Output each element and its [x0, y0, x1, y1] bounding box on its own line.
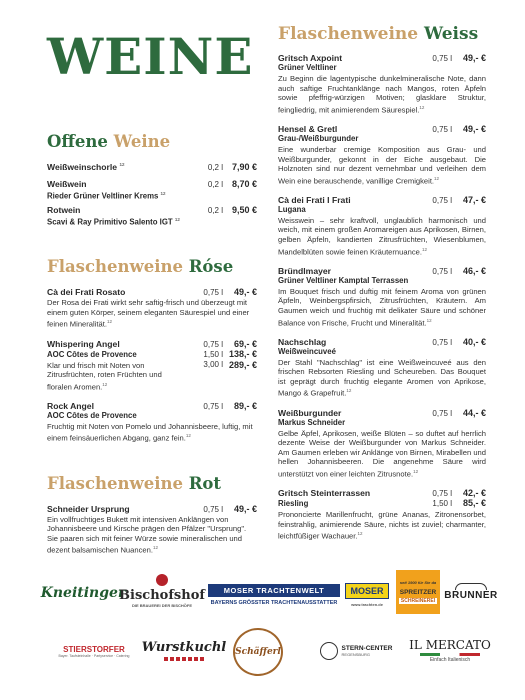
logo-stierstorfer: [55, 636, 133, 666]
wine-volume: 0,75 l: [203, 339, 223, 349]
wine-item: [47, 287, 257, 329]
logo-text: MOSER: [345, 583, 388, 599]
wine-price: 7,90 €: [231, 162, 257, 172]
wine-price: 69,- €: [233, 338, 257, 349]
logo-bischofshof: [119, 570, 205, 612]
heading-part-b: Róse: [188, 257, 234, 277]
heading-part-b: Rot: [188, 473, 222, 493]
logo-stern-center: [311, 638, 401, 664]
logo-text: STIERSTORFER: [63, 644, 125, 654]
wine-name: Cà dei Frati I Frati: [278, 194, 351, 205]
logo-subtext: Einfach Italienisch: [429, 656, 471, 663]
wine-volume: 0,75 l: [203, 401, 223, 411]
wine-volume: 0,75 l: [432, 195, 452, 205]
wine-subtitle: Weißweincuveé: [278, 346, 336, 356]
section-heading: [47, 474, 257, 494]
heading-part-b: Weiss: [424, 24, 479, 44]
wine-description: Gelbe Äpfel, Aprikosen, weiße Blüten – so duftet auf herrlich dezente Weise der Weißburgunder von Markus Schneider. Am Gaumen erleben wir Anklänge von Birnen, Mirabellen und hellen Johannisbeeren. Die angenehme Säure wird unterstützt von einer leichten Zitrusnote.$^{12}$: [278, 428, 486, 479]
wine-description: Klar und frisch mit Noten von Zitrusfrüchten, roten Früchten und floralen Aromen.$^{12}$: [47, 360, 162, 392]
wine-volume: 0,2 l: [207, 163, 223, 172]
wine-subtitle: Lugana: [278, 204, 306, 214]
wine-subtitle: Markus Schneider: [278, 417, 346, 427]
wine-volume: 0,75 l: [203, 504, 223, 514]
logo-subtext: seit 1900 für Sie da: [399, 580, 437, 585]
wine-subtitle: AOC Côtes de Provence: [47, 410, 137, 420]
wine-name: Weißwein: [47, 179, 87, 189]
wine-price: 47,- €: [462, 194, 486, 205]
wine-name: Cà dei Frati Rosato: [47, 287, 126, 298]
wine-description: Im Bouquet frisch und duftig mit feinem Aroma von grünen Äpfeln, Weinbergspfirsich, Zitrusfrüchten, Kräutern. Am Gaumen weich und fruchtig mit delikater Säure und schöner Balance von Frische, Frucht und Mineralität.$^{12}$: [278, 286, 486, 328]
wine-item: [47, 162, 257, 172]
wine-price: 40,- €: [462, 336, 486, 347]
section-heading: [278, 24, 486, 44]
left-column: [47, 28, 257, 562]
wine-item: [278, 195, 486, 257]
wine-volume: 1,50 l: [432, 499, 452, 509]
heading-part-b: Weine: [113, 132, 171, 151]
wine-item: [278, 53, 486, 115]
wine-price: 138,- €: [228, 348, 257, 359]
logo-text: Bischofshof: [119, 588, 205, 603]
wine-subtitle: Grüner Veltliner Kamptal Terrassen: [278, 275, 409, 285]
wine-name: Weißweinschorle $^{12}$: [47, 162, 125, 172]
wine-item: [47, 504, 257, 556]
section-flaschenweine-weiss: [278, 53, 486, 541]
wine-description: Der Rosa dei Frati wirkt sehr saftig-frisch und überzeugt mit einem guten Körper, seinem eleganten Säurespiel und einer feinen Mineralität.$^{12}$: [47, 298, 250, 329]
logo-il-mercato: [407, 632, 493, 668]
wine-name: Hensel & Gretl: [278, 123, 338, 134]
wine-name: Whispering Angel: [47, 338, 120, 349]
wine-name: Gritsch Steinterrassen: [278, 488, 371, 499]
wine-volume: 0,75 l: [432, 54, 452, 63]
heading-part-a: Flaschenweine: [47, 257, 183, 277]
wine-name: Rotwein: [47, 204, 81, 215]
logo-text: MOSER TRACHTENWELT: [208, 584, 340, 597]
logo-subtext: Bayer. Taufsteinhalle · Partyservice · Catering: [58, 653, 130, 658]
wine-item: [47, 179, 257, 202]
wine-name: Bründlmayer: [278, 265, 332, 276]
section-heading: [47, 132, 257, 152]
wine-price: 49,- €: [233, 503, 257, 514]
wine-name: Schneider Ursprung: [47, 503, 130, 514]
wine-item: [47, 205, 257, 228]
logo-text: Wurstkuchl: [141, 639, 227, 655]
wine-volume: 0,2 l: [207, 180, 223, 189]
logo-schaefferl: [233, 628, 283, 676]
logo-kneitinger: [40, 576, 126, 610]
wine-volume: 0,75 l: [432, 489, 452, 499]
wine-description: Zu Beginn die lagentypische dunkelmineralische Note, dann auch saftige Fruchtanklänge nach Mangos, roten Äpfeln sowie pfeffrig-würzigen Motiven; glasklare Struktur, feingliedrig, mit animierendem Säurespiel.$^{12}$: [278, 74, 486, 115]
wine-subtitle: Grüner Veltliner: [278, 63, 337, 72]
wine-description: Der Stahl "Nachschlag" ist eine Weißweincuveé aus den frischen Rebsorten Riesling und Scheureben. Das Bouquet ist geprägt durch fruchtig elegante Aromen von Aprikose, Mango & Grapefruit.$^{12}$: [278, 357, 486, 398]
logo-subtext: BAYERNS GRÖSSTER TRACHTENAUSSTATTER: [210, 600, 338, 606]
wine-item: [278, 124, 486, 186]
heading-part-a: Offene: [47, 132, 108, 151]
heading-part-a: Flaschenweine: [47, 473, 183, 493]
heading-part-a: Flaschenweine: [278, 24, 419, 44]
wine-subtitle: Grau-/Weißburgunder: [278, 133, 359, 143]
logo-text: STERN-CENTER: [341, 645, 393, 652]
wine-description: Ein vollfruchtiges Bukett mit intensiven Anklängen von Johannisbeere und Kirsche prägen den Pfälzer "Ursprung". Sie paaren sich mit feiner Würze sowie mineralischen und dezent balsamischen Nuancen.$^{12}$: [47, 514, 247, 555]
arc-icon: [455, 583, 487, 590]
wine-item: [47, 339, 257, 392]
wine-description: Eine wunderbar cremige Komposition aus Grau- und Weißburgunder, gekonnt in der Eiche ausgebaut. Die Holznoten sind nur dezent vernehmbar und verleihen dem Wein eine berauschende, vanillige Cremigkeit.$^{12}$: [278, 144, 486, 186]
logo-subtext: www.trachten.de: [351, 602, 383, 607]
wine-description: Prononcierte Marillenfrucht, grüne Ananas, Zitronensorbet, feinstrahlig, animierende Säure, nichts ist zuviel; charmanter, leichtfüßiger Wachauer.$^{12}$: [278, 510, 486, 541]
wine-price: 46,- €: [462, 265, 486, 276]
wine-price: 289,- €: [228, 359, 257, 370]
wine-volume: 0,75 l: [432, 337, 452, 347]
wine-item: [278, 266, 486, 328]
wine-description: Fruchtig mit Noten von Pomelo und Johannisbeere, luftig, mit einem feinsäuerlichen Abgang, ganz fein.$^{12}$: [47, 421, 253, 443]
wine-price: 44,- €: [462, 407, 486, 418]
section-flaschenweine-rot: [47, 474, 257, 556]
wine-volume: 0,75 l: [432, 124, 452, 134]
wine-subtitle: Rieder Grüner Veltliner Krems $^{12}$: [47, 191, 166, 201]
wine-price: 9,50 €: [231, 204, 257, 215]
star-icon: [320, 642, 338, 660]
wine-subtitle: Scavi & Ray Primitivo Salento IGT $^{12}$: [47, 216, 180, 227]
logo-subtext: SCHREINEREI: [400, 598, 436, 604]
wine-price: 8,70 €: [231, 179, 257, 189]
wine-volume: 0,75 l: [432, 408, 452, 418]
wine-description: Weisswein – sehr kraftvoll, unglaublich harmonisch und weich, mit einem großen Aromareigen aus Aprikosen, Birnen, gelben Äpfeln, kandierten Zitrusfrüchten, Wiesenblumen, Mandelblüten sowie feinen Kräuternuance.$^{12}$: [278, 215, 486, 257]
wine-volume: 3,00 l: [203, 359, 223, 369]
wine-volume: 0,2 l: [207, 205, 223, 215]
page-title: WEINE: [47, 27, 254, 86]
wine-item: [278, 337, 486, 399]
wine-subtitle: Riesling: [278, 499, 309, 509]
logo-spreitzer: [396, 570, 440, 614]
wine-item: [47, 401, 257, 444]
crest-icon: [156, 574, 168, 586]
flag-stripe-icon: [420, 653, 480, 656]
section-flaschenweine-rose: [47, 257, 257, 443]
wine-name: Nachschlag: [278, 336, 327, 347]
logo-text: SPREITZER: [399, 589, 437, 596]
wine-price: 49,- €: [462, 123, 486, 134]
wine-subtitle: AOC Côtes de Provence: [47, 349, 137, 359]
wine-name: Rock Angel: [47, 400, 94, 411]
logo-text: BRUNNER: [444, 590, 498, 601]
logo-text: IL MERCATO: [409, 637, 491, 652]
wine-item: [278, 408, 486, 480]
logo-text: Kneitinger: [40, 585, 126, 601]
logo-subtext: REGENSBURG: [341, 652, 370, 657]
wine-name: Gritsch Axpoint: [278, 53, 343, 63]
sponsor-logos-row-2: [55, 628, 495, 672]
logo-text: Schäfferl: [235, 647, 281, 657]
logo-wurstkuchl: [143, 634, 225, 666]
logo-brunner: [446, 576, 496, 608]
logo-moser: [208, 580, 340, 610]
sponsor-logos-row-1: [40, 570, 498, 614]
section-offene-weine: [47, 132, 257, 227]
logo-moser-box: [344, 580, 390, 610]
wine-price: 89,- €: [233, 400, 257, 411]
wine-name: Weißburgunder: [278, 407, 342, 418]
wine-price: 49,- €: [233, 287, 257, 298]
wine-price: 85,- €: [462, 498, 486, 509]
wine-item: [278, 488, 486, 541]
wine-volume: 0,75 l: [203, 288, 223, 298]
section-heading: [47, 257, 257, 277]
wine-volume: 1,50 l: [203, 349, 223, 359]
wine-price: 49,- €: [462, 53, 486, 63]
stripes-icon: [164, 657, 204, 661]
wine-volume: 0,75 l: [432, 266, 452, 276]
right-column: [278, 24, 486, 550]
wine-price: 42,- €: [462, 488, 486, 499]
logo-subtext: DIE BRAUEREI DER BISCHÖFE: [131, 603, 192, 608]
